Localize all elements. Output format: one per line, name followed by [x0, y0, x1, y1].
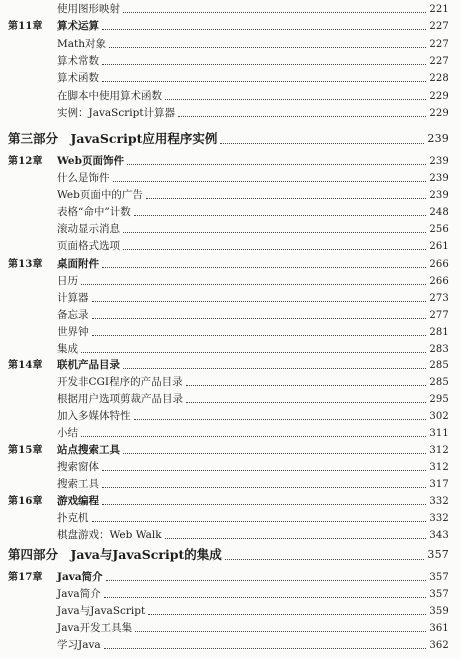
page-number: 227 [429, 21, 449, 32]
dot-leader [186, 385, 426, 386]
dot-leader [102, 267, 426, 268]
entry-title: 使用图形映射 [57, 3, 120, 15]
dot-leader [102, 504, 426, 505]
dot-leader [165, 538, 426, 539]
page-number: 266 [429, 259, 449, 270]
entry-title: Web页面饰件 [57, 155, 124, 167]
entry-title: Web页面中的广告 [57, 189, 143, 201]
entry-title: 小结 [57, 427, 78, 439]
dot-leader [135, 631, 426, 632]
section-entry [0, 620, 461, 637]
entry-title: 实例：JavaScript计算器 [57, 107, 176, 119]
dot-leader [225, 559, 424, 560]
dot-leader [104, 648, 426, 649]
section-entry [0, 307, 461, 324]
section-entry [0, 238, 461, 255]
entry-title: 站点搜索工具 [57, 444, 120, 456]
page-number: 295 [429, 394, 449, 405]
section-entry [0, 510, 461, 527]
chapter-entry [0, 442, 461, 459]
page-number: 239 [429, 156, 449, 167]
entry-title: 第四部分 Java与JavaScript的集成 [8, 547, 222, 562]
dot-leader [81, 284, 426, 285]
page-number: 239 [429, 190, 449, 201]
chapter-entry [0, 153, 461, 170]
chapter-number: 第13章 [8, 259, 43, 270]
chapter-number: 第14章 [8, 360, 43, 371]
chapter-entry [0, 493, 461, 510]
entry-title: 棋盘游戏：Web Walk [57, 529, 162, 541]
dot-leader [178, 116, 426, 117]
page-number: 227 [429, 39, 449, 50]
entry-title: 算术常数 [57, 55, 99, 67]
entry-title: 搜索窗体 [57, 461, 99, 473]
dot-leader [186, 402, 426, 403]
section-entry [0, 204, 461, 221]
section-entry [0, 221, 461, 238]
section-entry [0, 88, 461, 105]
dot-leader [134, 419, 426, 420]
entry-title: 加入多媒体特性 [57, 410, 131, 422]
dot-leader [81, 352, 426, 353]
chapter-entry [0, 18, 461, 35]
chapter-number: 第17章 [8, 572, 43, 583]
page-number: 357 [427, 548, 449, 561]
chapter-number: 第15章 [8, 445, 43, 456]
section-entry [0, 374, 461, 391]
dot-leader [81, 436, 426, 437]
page-number: 312 [429, 462, 449, 473]
page-number: 312 [429, 445, 449, 456]
entry-title: 页面格式选项 [57, 240, 120, 252]
entry-title: Java简介 [57, 588, 101, 600]
page-number: 229 [429, 91, 449, 102]
section-entry [0, 603, 461, 620]
page-number: 362 [429, 640, 449, 651]
entry-title: 开发非CGI程序的产品目录 [57, 376, 183, 388]
section-entry [0, 105, 461, 122]
page-number: 248 [429, 207, 449, 218]
entry-title: 计算器 [57, 292, 89, 304]
page-number: 332 [429, 513, 449, 524]
entry-title: 在脚本中使用算术函数 [57, 90, 162, 102]
section-entry [0, 53, 461, 70]
dot-leader [92, 318, 426, 319]
section-entry [0, 408, 461, 425]
dot-leader [220, 143, 424, 144]
dot-leader [92, 335, 426, 336]
page-number: 221 [429, 4, 449, 15]
dot-leader [109, 47, 426, 48]
page-number: 227 [429, 56, 449, 67]
dot-leader [102, 81, 426, 82]
dot-leader [123, 249, 426, 250]
chapter-entry [0, 569, 461, 586]
page-number: 277 [429, 310, 449, 321]
dot-leader [92, 301, 426, 302]
entry-title: 日历 [57, 275, 78, 287]
page-number: 285 [429, 360, 449, 371]
page-number: 311 [429, 428, 449, 439]
entry-title: 表格“命中”计数 [57, 206, 131, 218]
entry-title: 算术运算 [57, 20, 99, 32]
chapter-entry [0, 357, 461, 374]
entry-title: 游戏编程 [57, 495, 99, 507]
section-entry [0, 70, 461, 87]
dot-leader [104, 597, 426, 598]
page-number: 332 [429, 496, 449, 507]
dot-leader [102, 487, 426, 488]
entry-title: 集成 [57, 343, 78, 355]
dot-leader [148, 614, 426, 615]
entry-title: 桌面附件 [57, 258, 99, 270]
entry-title: 算术函数 [57, 72, 99, 84]
entry-title: 根据用户选项剪裁产品目录 [57, 393, 183, 405]
dot-leader [146, 198, 426, 199]
section-entry [0, 170, 461, 187]
dot-leader [113, 181, 426, 182]
page-number: 361 [429, 623, 449, 634]
page-number: 283 [429, 344, 449, 355]
page-number: 266 [429, 276, 449, 287]
dot-leader [123, 12, 426, 13]
dot-leader [127, 164, 426, 165]
entry-title: Java与JavaScript [57, 605, 146, 617]
section-entry [0, 273, 461, 290]
entry-title: 备忘录 [57, 309, 89, 321]
dot-leader [102, 29, 426, 30]
page-number: 317 [429, 479, 449, 490]
entry-title: 联机产品目录 [57, 359, 120, 371]
dot-leader [134, 215, 426, 216]
dot-leader [165, 99, 426, 100]
section-entry [0, 36, 461, 53]
page-number: 359 [429, 606, 449, 617]
dot-leader [123, 368, 426, 369]
dot-leader [92, 521, 426, 522]
part-heading [0, 545, 461, 565]
entry-title: Java开发工具集 [57, 622, 133, 634]
entry-title: 滚动显示消息 [57, 223, 120, 235]
page-number: 343 [429, 530, 449, 541]
chapter-number: 第12章 [8, 156, 43, 167]
section-entry [0, 290, 461, 307]
part-heading [0, 129, 461, 149]
dot-leader [102, 64, 426, 65]
chapter-number: 第11章 [8, 21, 43, 32]
section-entry [0, 637, 461, 654]
page-number: 228 [429, 73, 449, 84]
dot-leader [123, 453, 426, 454]
section-entry [0, 1, 461, 18]
entry-title: 第三部分 JavaScript应用程序实例 [8, 131, 218, 146]
section-entry [0, 341, 461, 358]
page-number: 261 [429, 241, 449, 252]
entry-title: 搜索工具 [57, 478, 99, 490]
section-entry [0, 187, 461, 204]
section-entry [0, 391, 461, 408]
entry-title: 世界钟 [57, 326, 89, 338]
page-number: 302 [429, 411, 449, 422]
dot-leader [123, 232, 426, 233]
section-entry [0, 586, 461, 603]
entry-title: Math对象 [57, 38, 106, 50]
entry-title: Java简介 [57, 571, 103, 583]
section-entry [0, 476, 461, 493]
chapter-entry [0, 256, 461, 273]
page-number: 357 [429, 589, 449, 600]
section-entry [0, 324, 461, 341]
page-number: 281 [429, 327, 449, 338]
section-entry [0, 425, 461, 442]
page-number: 256 [429, 224, 449, 235]
page-number: 239 [429, 173, 449, 184]
page-number: 229 [429, 108, 449, 119]
page-number: 239 [427, 132, 449, 145]
page-number: 273 [429, 293, 449, 304]
page-number: 357 [429, 572, 449, 583]
chapter-number: 第16章 [8, 496, 43, 507]
dot-leader [106, 580, 426, 581]
entry-title: 什么是饰件 [57, 172, 110, 184]
section-entry [0, 459, 461, 476]
entry-title: 扑克机 [57, 512, 89, 524]
entry-title: 学习Java [57, 639, 101, 651]
dot-leader [102, 470, 426, 471]
page-number: 285 [429, 377, 449, 388]
section-entry [0, 527, 461, 544]
